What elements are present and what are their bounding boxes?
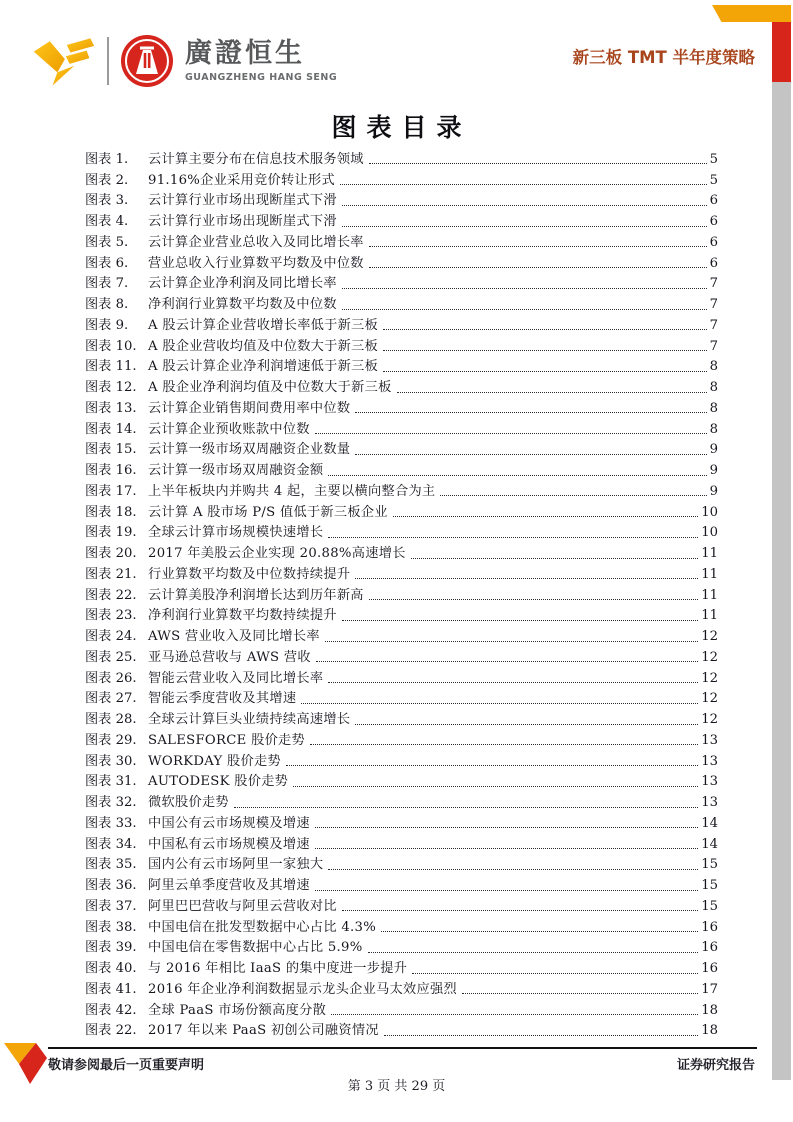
toc-entry-label: 图表 11. [85, 359, 137, 375]
toc-entry[interactable] [85, 707, 718, 728]
toc-entry[interactable] [85, 438, 718, 459]
toc-entry[interactable] [85, 147, 718, 168]
toc-entry-page: 7 [709, 276, 718, 292]
toc-leader-dots [342, 288, 707, 289]
toc-entry[interactable] [85, 645, 718, 666]
toc-entry-label: 图表 29. [85, 732, 137, 748]
toc-entry-page: 9 [709, 483, 718, 499]
toc-entry[interactable] [85, 375, 718, 396]
toc-leader-dots [234, 807, 698, 808]
footer-report-type: 证券研究报告 [676, 1058, 755, 1073]
toc-entry[interactable] [85, 873, 718, 894]
toc-leader-dots [325, 641, 698, 642]
toc-entry-title: AUTODESK 股价走势 [148, 774, 289, 790]
toc-leader-dots [368, 952, 699, 953]
toc-entry-title: SALESFORCE 股价走势 [148, 732, 306, 748]
toc-leader-dots [315, 827, 698, 828]
toc-entry-title: 云计算企业净利润及同比增长率 [148, 276, 337, 292]
toc-entry[interactable] [85, 313, 718, 334]
toc-entry-page: 13 [701, 795, 718, 810]
toc-leader-dots [369, 599, 698, 600]
toc-entry[interactable] [85, 915, 718, 936]
toc-entry-label: 图表 13. [85, 400, 137, 416]
toc-entry[interactable] [85, 272, 718, 293]
toc-entry-title: AWS 营业收入及同比增长率 [148, 629, 320, 644]
toc-entry[interactable] [85, 251, 718, 272]
toc-leader-dots [411, 558, 699, 559]
toc-entry-title: 中国电信在零售数据中心占比 5.9% [148, 940, 363, 956]
toc-entry[interactable] [85, 956, 718, 977]
toc-entry-label: 图表 19. [85, 525, 137, 541]
toc-entry-label: 图表 32. [85, 795, 137, 810]
right-edge-gray-bar [772, 22, 791, 1080]
toc-entry-title: 2016 年企业净利润数据显示龙头企业马太效应强烈 [148, 981, 458, 997]
toc-entry-page: 12 [701, 670, 718, 686]
toc-entry-label: 图表 16. [85, 463, 137, 478]
toc-entry-page: 6 [709, 193, 718, 209]
toc-entry-label: 图表 36. [85, 878, 137, 893]
toc-entry-label: 图表 14. [85, 421, 137, 437]
toc-heading: 图表目录 [331, 113, 472, 142]
toc-leader-dots [383, 329, 706, 330]
toc-entry-label: 图表 24. [85, 629, 137, 644]
toc-entry-title: 阿里云单季度营收及其增速 [148, 878, 310, 893]
toc-entry-page: 6 [709, 255, 718, 271]
hangseng-emblem-icon [120, 34, 174, 88]
toc-entry-title: 云计算企业营业总收入及同比增长率 [148, 234, 364, 250]
toc-leader-dots [383, 350, 706, 351]
toc-entry-title: 2017 年以来 PaaS 初创公司融资情况 [148, 1023, 379, 1039]
toc-entry-title: 亚马逊总营收与 AWS 营收 [148, 649, 311, 665]
toc-entry[interactable] [85, 479, 718, 500]
toc-entry-title: 中国电信在批发型数据中心占比 4.3% [148, 919, 377, 935]
toc-entry-page: 8 [709, 380, 718, 395]
toc-entry[interactable] [85, 1019, 718, 1040]
toc-entry-page: 9 [709, 442, 718, 458]
toc-entry-title: 中国公有云市场规模及增速 [148, 815, 310, 831]
toc-entry-title: 云计算一级市场双周融资金额 [148, 463, 324, 478]
toc-entry-title: 全球云计算巨头业绩持续高速增长 [148, 712, 351, 727]
toc-entry-label: 图表 23. [85, 608, 137, 624]
toc-entry-title: 云计算行业市场出现断崖式下滑 [148, 214, 337, 229]
toc-entry-title: 云计算行业市场出现断崖式下滑 [148, 193, 337, 209]
toc-entry-title: 智能云营业收入及同比增长率 [148, 670, 324, 686]
toc-entry-page: 18 [701, 1023, 718, 1039]
toc-entry[interactable] [85, 604, 718, 625]
toc-entry-title: WORKDAY 股价走势 [148, 753, 281, 769]
toc-entry-label: 图表 15. [85, 442, 137, 458]
toc-leader-dots [462, 993, 698, 994]
toc-entry-label: 图表 35. [85, 857, 137, 873]
toc-entry[interactable] [85, 894, 718, 915]
toc-entry-page: 5 [709, 151, 718, 167]
footer-disclaimer: 敬请参阅最后一页重要声明 [48, 1058, 205, 1073]
footer-page-indicator: 第 3 页 共 29 页 [347, 1079, 446, 1094]
toc-entry[interactable] [85, 624, 718, 645]
toc-entry[interactable] [85, 500, 718, 521]
toc-entry-page: 16 [701, 940, 718, 956]
toc-entry[interactable] [85, 936, 718, 957]
toc-entry-page: 15 [701, 857, 718, 873]
toc-entry-label: 图表 39. [85, 940, 137, 956]
toc-entry-page: 12 [701, 712, 718, 727]
toc-entry[interactable] [85, 853, 718, 874]
toc-leader-dots [369, 267, 707, 268]
brand-name-en: GUANGZHENG HANG SENG [185, 72, 338, 83]
toc-entry-label: 图表 22. [85, 587, 137, 603]
toc-entry-label: 图表 26. [85, 670, 137, 686]
toc-entry-page: 14 [701, 836, 718, 852]
toc-leader-dots [315, 433, 707, 434]
toc-entry-label: 图表 10. [85, 338, 137, 354]
toc-entry-page: 8 [709, 400, 718, 416]
toc-entry-label: 图表 8. [85, 297, 129, 312]
toc-entry-label: 图表 2. [85, 172, 129, 188]
toc-leader-dots [383, 371, 706, 372]
toc-entry-title: 2017 年美股云企业实现 20.88%高速增长 [148, 546, 406, 561]
toc-entry-page: 11 [701, 546, 718, 561]
toc-entry-page: 6 [709, 234, 718, 250]
toc-entry-label: 图表 7. [85, 276, 129, 292]
toc-leader-dots [315, 848, 698, 849]
toc-entry-page: 7 [709, 297, 718, 312]
toc-entry[interactable] [85, 790, 718, 811]
toc-entry-page: 6 [709, 214, 718, 229]
toc-entry[interactable] [85, 666, 718, 687]
ye-logo-icon [30, 34, 96, 88]
toc-entry-title: 云计算企业销售期间费用率中位数 [148, 400, 351, 416]
toc-entry[interactable] [85, 728, 718, 749]
toc-entry-page: 18 [701, 1002, 718, 1018]
toc-leader-dots [328, 682, 698, 683]
toc-leader-dots [440, 495, 706, 496]
brand-text [185, 39, 337, 83]
toc-entry[interactable] [85, 417, 718, 438]
toc-entry-title: 云计算一级市场双周融资企业数量 [148, 442, 351, 458]
toc-leader-dots [355, 412, 706, 413]
toc-entry-page: 8 [709, 421, 718, 437]
toc-entry-title: 全球 PaaS 市场份额高度分散 [148, 1002, 327, 1018]
toc-entry[interactable] [85, 355, 718, 376]
toc-leader-dots [310, 744, 698, 745]
toc-leader-dots [393, 516, 698, 517]
toc-entry-title: 云计算美股净利润增长达到历年新高 [148, 587, 364, 603]
right-edge-red-bar [772, 22, 791, 82]
toc-entry-page: 16 [701, 919, 718, 935]
toc-leader-dots [342, 226, 707, 227]
toc-entry-label: 图表 22. [85, 1023, 137, 1039]
toc-entry-page: 13 [701, 753, 718, 769]
header-logo-group [30, 34, 337, 88]
toc-entry[interactable] [85, 168, 718, 189]
toc-entry-label: 图表 5. [85, 234, 129, 250]
toc-entry-title: 营业总收入行业算数平均数及中位数 [148, 255, 364, 271]
toc-leader-dots [355, 454, 706, 455]
toc-entry-page: 13 [701, 732, 718, 748]
toc-entry[interactable] [85, 749, 718, 770]
toc-entry-page: 11 [701, 587, 718, 603]
toc-leader-dots [397, 392, 707, 393]
toc-entry-page: 8 [709, 359, 718, 375]
toc-entry[interactable] [85, 811, 718, 832]
toc-entry-title: 智能云季度营收及其增速 [148, 691, 297, 707]
toc-entry-title: A 股企业营收均值及中位数大于新三板 [148, 338, 379, 354]
toc-entry-title: 中国私有云市场规模及增速 [148, 836, 310, 852]
toc-leader-dots [315, 890, 698, 891]
toc-entry[interactable] [85, 832, 718, 853]
toc-entry-title: 阿里巴巴营收与阿里云营收对比 [148, 898, 337, 914]
toc-entry-label: 图表 12. [85, 380, 137, 395]
toc-entry-page: 16 [701, 961, 718, 976]
toc-entry-page: 7 [709, 338, 718, 354]
footer-rule [48, 1047, 757, 1049]
toc-entry-page: 10 [701, 525, 718, 541]
toc-entry-label: 图表 3. [85, 193, 129, 209]
toc-entry[interactable] [85, 562, 718, 583]
toc-leader-dots [293, 786, 698, 787]
toc-entry-page: 11 [701, 566, 718, 582]
toc-entry-page: 11 [701, 608, 718, 624]
toc-entry-page: 15 [701, 878, 718, 893]
toc-entry-label: 图表 27. [85, 691, 137, 707]
toc-entry-title: A 股云计算企业营收增长率低于新三板 [148, 317, 379, 333]
toc-entry-page: 12 [701, 691, 718, 707]
toc-entry-title: 净利润行业算数平均数及中位数 [148, 297, 337, 312]
toc-entry-title: 微软股价走势 [148, 795, 229, 810]
toc-entry[interactable] [85, 292, 718, 313]
toc-list [85, 147, 718, 1039]
logo-divider [107, 37, 109, 85]
toc-entry-label: 图表 40. [85, 961, 137, 976]
toc-entry-title: A 股企业净利润均值及中位数大于新三板 [148, 380, 392, 395]
toc-entry-page: 12 [701, 649, 718, 665]
toc-entry[interactable] [85, 521, 718, 542]
report-series-tag: 新三板 TMT 半年度策略 [572, 48, 755, 67]
toc-leader-dots [412, 973, 698, 974]
toc-entry-label: 图表 17. [85, 483, 137, 499]
toc-entry-title: 云计算企业预收账款中位数 [148, 421, 310, 437]
toc-entry[interactable] [85, 998, 718, 1019]
toc-entry-page: 5 [709, 172, 718, 188]
toc-leader-dots [355, 724, 698, 725]
toc-entry-label: 图表 20. [85, 546, 137, 561]
toc-entry[interactable] [85, 230, 718, 251]
toc-entry[interactable] [85, 334, 718, 355]
toc-leader-dots [331, 1014, 698, 1015]
toc-entry-label: 图表 18. [85, 504, 137, 520]
toc-entry-label: 图表 30. [85, 753, 137, 769]
toc-entry-label: 图表 34. [85, 836, 137, 852]
toc-entry[interactable] [85, 396, 718, 417]
toc-entry-page: 15 [701, 898, 718, 914]
toc-entry-title: A 股云计算企业净利润增速低于新三板 [148, 359, 379, 375]
toc-entry[interactable] [85, 458, 718, 479]
toc-entry-label: 图表 9. [85, 317, 129, 333]
toc-entry-label: 图表 28. [85, 712, 137, 727]
toc-leader-dots [301, 703, 698, 704]
toc-entry-title: 行业算数平均数及中位数持续提升 [148, 566, 351, 582]
toc-entry-page: 13 [701, 774, 718, 790]
toc-leader-dots [286, 765, 698, 766]
toc-leader-dots [381, 931, 698, 932]
toc-entry-page: 14 [701, 815, 718, 831]
toc-entry-title: 云计算 A 股市场 P/S 值低于新三板企业 [148, 504, 388, 520]
toc-entry-page: 10 [701, 504, 718, 520]
toc-leader-dots [316, 661, 698, 662]
toc-leader-dots [342, 309, 707, 310]
toc-leader-dots [369, 246, 707, 247]
toc-entry-title: 净利润行业算数平均数持续提升 [148, 608, 337, 624]
toc-leader-dots [342, 620, 698, 621]
toc-entry-label: 图表 21. [85, 566, 137, 582]
toc-entry-label: 图表 25. [85, 649, 137, 665]
toc-entry-label: 图表 33. [85, 815, 137, 831]
toc-entry-title: 全球云计算市场规模快速增长 [148, 525, 324, 541]
toc-entry-label: 图表 1. [85, 151, 129, 167]
toc-entry-title: 国内公有云市场阿里一家独大 [148, 857, 324, 873]
toc-leader-dots [328, 869, 698, 870]
toc-entry-title: 与 2016 年相比 IaaS 的集中度进一步提升 [148, 961, 408, 976]
toc-leader-dots [384, 1035, 698, 1036]
toc-entry-label: 图表 37. [85, 898, 137, 914]
toc-entry[interactable] [85, 687, 718, 708]
toc-entry-label: 图表 6. [85, 255, 129, 271]
toc-entry[interactable] [85, 541, 718, 562]
toc-leader-dots [328, 537, 698, 538]
toc-entry-page: 17 [701, 981, 718, 997]
toc-entry-page: 9 [709, 463, 718, 478]
toc-entry[interactable] [85, 770, 718, 791]
toc-entry-title: 上半年板块内并购共 4 起，主要以横向整合为主 [148, 483, 436, 499]
toc-leader-dots [340, 184, 707, 185]
toc-entry-title: 云计算主要分布在信息技术服务领域 [148, 151, 364, 167]
toc-leader-dots [328, 475, 706, 476]
toc-entry[interactable] [85, 189, 718, 210]
toc-leader-dots [342, 205, 707, 206]
toc-leader-dots [342, 910, 698, 911]
brand-name-cn: 廣證恒生 [185, 38, 305, 69]
toc-entry[interactable] [85, 583, 718, 604]
toc-leader-dots [355, 578, 698, 579]
toc-entry-label: 图表 42. [85, 1002, 137, 1018]
toc-entry-label: 图表 4. [85, 214, 129, 229]
toc-leader-dots [369, 163, 707, 164]
toc-entry-page: 12 [701, 629, 718, 644]
toc-entry-label: 图表 38. [85, 919, 137, 935]
toc-entry-label: 图表 41. [85, 981, 137, 997]
toc-entry-label: 图表 31. [85, 774, 137, 790]
toc-entry[interactable] [85, 209, 718, 230]
toc-entry-title: 91.16%企业采用竞价转让形式 [148, 172, 335, 188]
toc-entry[interactable] [85, 977, 718, 998]
toc-entry-page: 7 [709, 317, 718, 333]
top-right-yellow-ribbon [712, 5, 791, 22]
